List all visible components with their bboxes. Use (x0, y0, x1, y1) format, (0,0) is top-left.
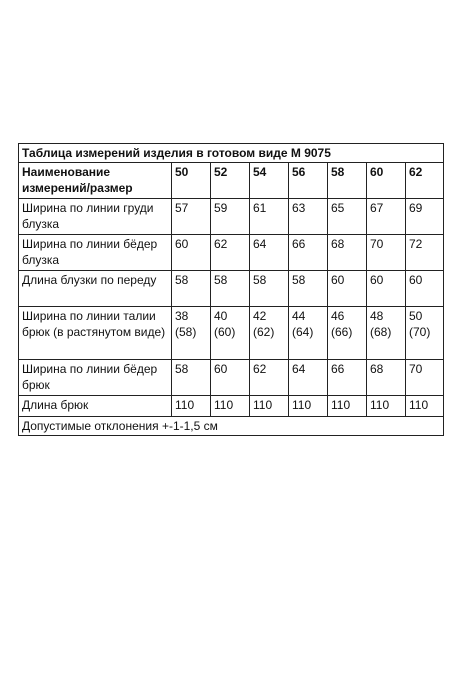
size-header: 62 (406, 163, 444, 199)
measurement-value: 60 (211, 360, 250, 396)
size-header: 56 (289, 163, 328, 199)
measurement-value: 38 (58) (172, 307, 211, 360)
measurement-value: 57 (172, 199, 211, 235)
measurement-value: 110 (211, 396, 250, 417)
table-header-row (19, 163, 444, 199)
measurement-value: 72 (406, 235, 444, 271)
measurement-value: 110 (289, 396, 328, 417)
measurement-value: 62 (250, 360, 289, 396)
measurement-name: Ширина по линии талии брюк (в растянутом виде) (19, 307, 172, 360)
measurement-value: 68 (367, 360, 406, 396)
measurement-value: 46 (66) (328, 307, 367, 360)
measurement-value: 68 (328, 235, 367, 271)
measurement-value: 110 (250, 396, 289, 417)
measurement-name: Длина брюк (19, 396, 172, 417)
measurement-value: 40 (60) (211, 307, 250, 360)
table-title: Таблица измерений изделия в готовом виде М 9075 (19, 144, 444, 163)
measurement-sheet (18, 143, 443, 436)
measurement-value: 50 (70) (406, 307, 444, 360)
measurement-value: 58 (289, 271, 328, 307)
size-header: 54 (250, 163, 289, 199)
table-row (19, 271, 444, 307)
tolerance-note: Допустимые отклонения +-1-1,5 см (19, 417, 444, 436)
measurement-value: 44 (64) (289, 307, 328, 360)
size-header: 52 (211, 163, 250, 199)
measurement-value: 60 (172, 235, 211, 271)
measurement-value: 66 (289, 235, 328, 271)
measurement-value: 110 (406, 396, 444, 417)
measurement-value: 110 (172, 396, 211, 417)
measurement-value: 59 (211, 199, 250, 235)
table-row (19, 199, 444, 235)
measurement-value: 60 (406, 271, 444, 307)
measurement-value: 58 (250, 271, 289, 307)
measurement-value: 58 (211, 271, 250, 307)
measurement-value: 58 (172, 271, 211, 307)
table-row (19, 360, 444, 396)
measurement-value: 60 (367, 271, 406, 307)
size-header: 58 (328, 163, 367, 199)
measurement-value: 61 (250, 199, 289, 235)
measurement-value: 110 (367, 396, 406, 417)
measurement-value: 42 (62) (250, 307, 289, 360)
measurement-name: Ширина по линии груди блузка (19, 199, 172, 235)
measurement-value: 60 (328, 271, 367, 307)
measurement-value: 48 (68) (367, 307, 406, 360)
measurement-value: 70 (367, 235, 406, 271)
measurement-name: Длина блузки по переду (19, 271, 172, 307)
size-header: 60 (367, 163, 406, 199)
measurement-table (18, 143, 444, 436)
table-row (19, 235, 444, 271)
measurement-value: 63 (289, 199, 328, 235)
measurement-name: Ширина по линии бёдер блузка (19, 235, 172, 271)
measurement-value: 64 (250, 235, 289, 271)
measurement-value: 64 (289, 360, 328, 396)
measurement-value: 110 (328, 396, 367, 417)
table-row (19, 307, 444, 360)
measurement-value: 69 (406, 199, 444, 235)
header-label: Наименование измерений/размер (19, 163, 172, 199)
table-row (19, 396, 444, 417)
measurement-name: Ширина по линии бёдер брюк (19, 360, 172, 396)
measurement-value: 70 (406, 360, 444, 396)
measurement-value: 67 (367, 199, 406, 235)
measurement-value: 58 (172, 360, 211, 396)
measurement-value: 66 (328, 360, 367, 396)
measurement-value: 62 (211, 235, 250, 271)
measurement-value: 65 (328, 199, 367, 235)
size-header: 50 (172, 163, 211, 199)
